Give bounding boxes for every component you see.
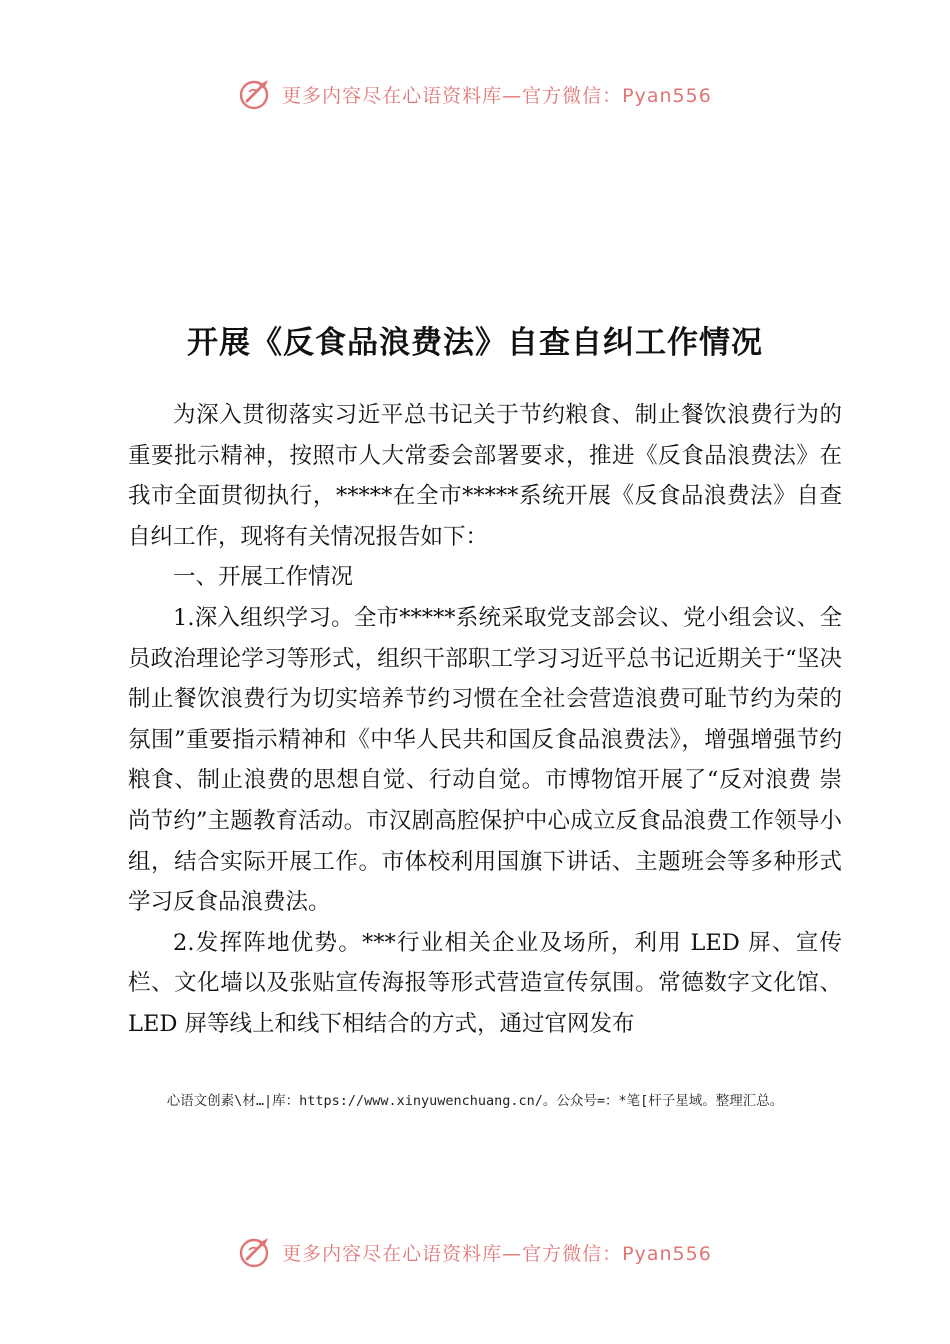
document-body (128, 395, 842, 1045)
paragraph: 2.发挥阵地优势。***行业相关企业及场所，利用 LED 屏、宣传栏、文化墙以及张贴宣传海报等形式营造宣传氛围。常德数字文化馆、LED 屏等线上和线下相结合的方式，通过官网发布 (128, 929, 842, 1037)
footer-banner-text: 更多内容尽在心语资料库—官方微信：Pyan556 (282, 1242, 712, 1265)
paragraph: 为深入贯彻落实习近平总书记关于节约粮食、制止餐饮浪费行为的重要批示精神，按照市人大常委会部署要求，推进《反食品浪费法》在我市全面贯彻执行，*****在全市*****系统开展《反食品浪费法》自查自纠工作，现将有关情况报告如下： (128, 402, 842, 550)
brand-logo-icon (238, 76, 274, 112)
brand-logo-icon (238, 1234, 274, 1270)
document-title: 开展《反食品浪费法》自查自纠工作情况 (187, 324, 763, 361)
paragraph: 1.深入组织学习。全市*****系统采取党支部会议、党小组会议、全员政治理论学习等形式，组织干部职工学习习近平总书记近期关于“坚决制止餐饮浪费行为切实培养节约习惯在全社会营造浪费可耻节约为荣的氛围”重要指示精神和《中华人民共和国反食品浪费法》，增强增强节约粮食、制止浪费的思想自觉、行动自觉。市博物馆开展了“反对浪费 崇尚节约”主题教育活动。市汉剧高腔保护中心成立反食品浪费工作领导小组，结合实际开展工作。市体校利用国旗下讲话、主题班会等多种形式学习反食品浪费法。 (128, 604, 842, 916)
footer-source-line: 心语文创素\材…|库：https://www.xinyuwenchuang.cn/。公众号=：*笔[杆子星域。整理汇总。 (166, 1093, 784, 1109)
section-heading: 一、开展工作情况 (173, 564, 354, 591)
header-banner-text: 更多内容尽在心语资料库—官方微信：Pyan556 (282, 84, 712, 107)
footer-banner (0, 1230, 950, 1274)
header-banner (0, 72, 950, 116)
